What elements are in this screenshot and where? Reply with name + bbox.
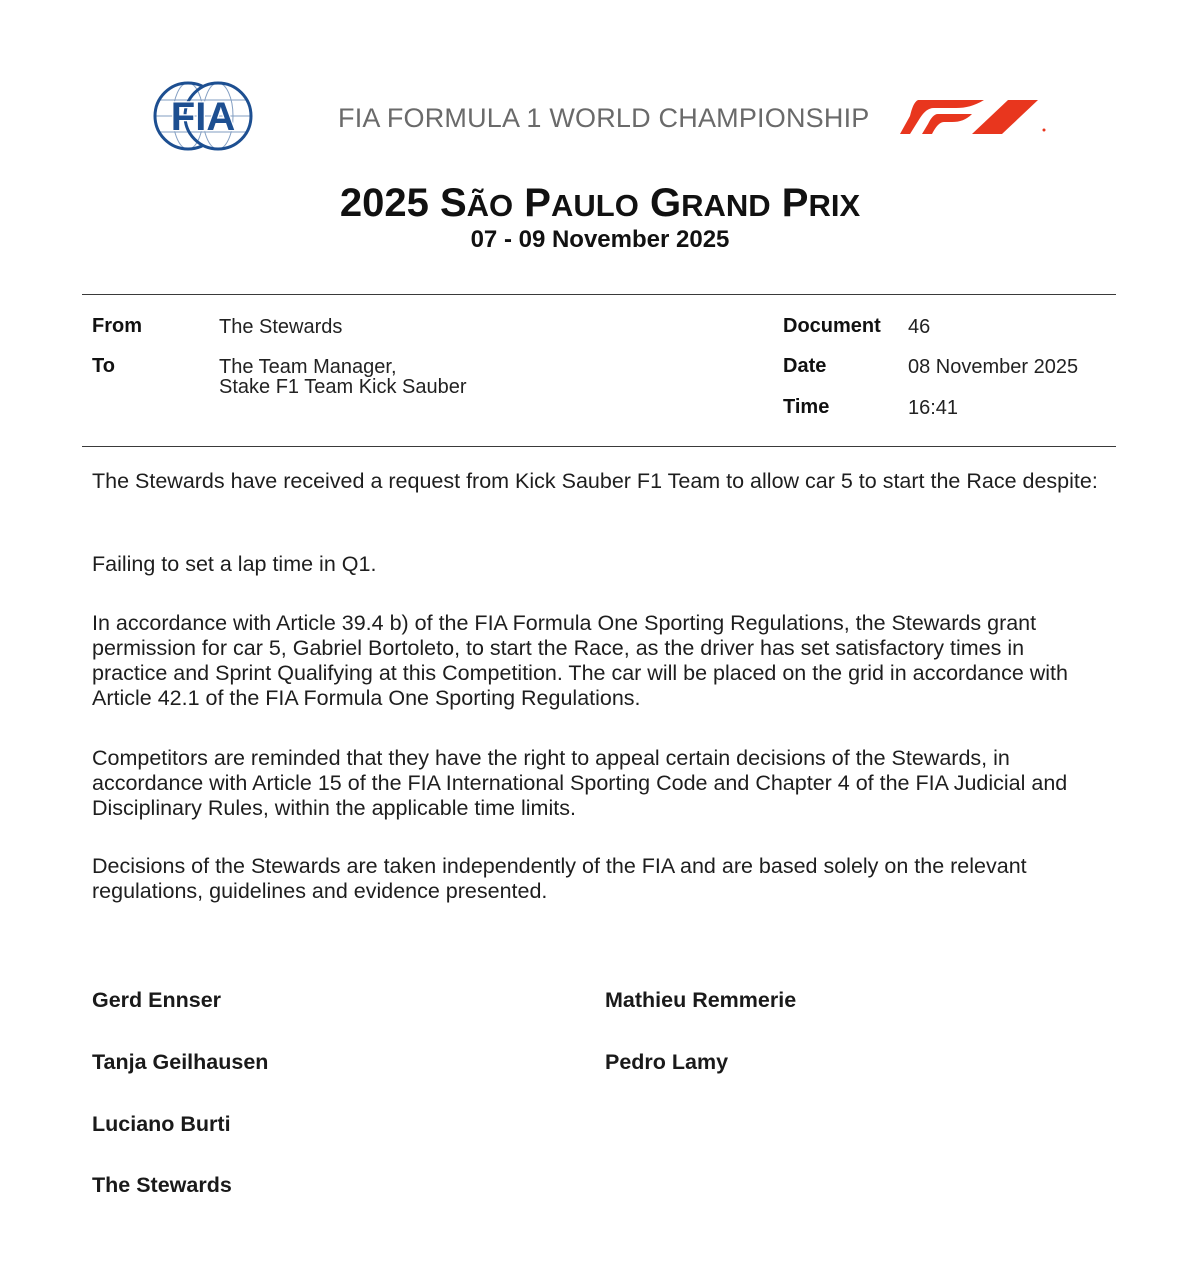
time-value: 16:41 [908,397,959,419]
f1-logo [898,96,1046,136]
bottom-divider [82,446,1116,447]
to-value-line1: The Team Manager, [219,356,397,378]
document-number: 46 [908,316,931,338]
fia-logo-text: FIA [170,95,236,139]
fia-logo [152,80,254,152]
from-label: From [92,315,142,337]
steward-name: Pedro Lamy [605,1050,729,1074]
signature-stewards: The Stewards [92,1173,232,1197]
grand-prix-title [0,181,1200,226]
steward-name: Mathieu Remmerie [605,988,797,1012]
date-label: Date [783,355,827,377]
title-rand: RAND [681,188,771,223]
title-p2: P [781,181,809,225]
from-value: The Stewards [219,316,343,338]
time-label: Time [783,396,830,418]
title-p: P [524,181,551,225]
top-divider [82,294,1116,295]
title-year: 2025 [339,181,429,225]
title-s: S [439,181,467,225]
title-rix: RIX [808,188,861,223]
steward-name: Luciano Burti [92,1112,231,1136]
document-label: Document [783,315,881,337]
steward-name: Gerd Ennser [92,988,222,1012]
paragraph-appeal: Competitors are reminded that they have the right to appeal certain decisions of the Stewards, in accordance with Article 15 of the FIA International Sporting Code and Chapter 4 of the FIA Judicial and Disciplinary Rules, within the applicable time limits. [92,746,1068,820]
paragraph-request: The Stewards have received a request from Kick Sauber F1 Team to allow car 5 to start the Race despite: [92,469,1098,493]
steward-name: Tanja Geilhausen [92,1050,269,1074]
paragraph-decision: In accordance with Article 39.4 b) of the FIA Formula One Sporting Regulations, the Stewards grant permission for car 5, Gabriel Bortoleto, to start the Race, as the driver has set satisfactory times in practice and Sprint Qualifying at this Competition. The car will be placed on the grid in accordance with Article 42.1 of the FIA Formula One Sporting Regulations. [92,611,1068,710]
to-value-line2: Stake F1 Team Kick Sauber [219,376,467,398]
event-dates: 07 - 09 November 2025 [470,226,730,253]
paragraph-reason: Failing to set a lap time in Q1. [92,552,377,576]
paragraph-independence: Decisions of the Stewards are taken independently of the FIA and are based solely on the relevant regulations, guidelines and evidence presented. [92,854,1027,903]
title-g: G [649,181,682,225]
date-value: 08 November 2025 [908,356,1079,378]
championship-heading: FIA FORMULA 1 WORLD CHAMPIONSHIP [338,103,870,133]
title-ao: ÃO [466,188,514,223]
to-label: To [92,355,115,377]
title-aulo: AULO [550,188,639,223]
